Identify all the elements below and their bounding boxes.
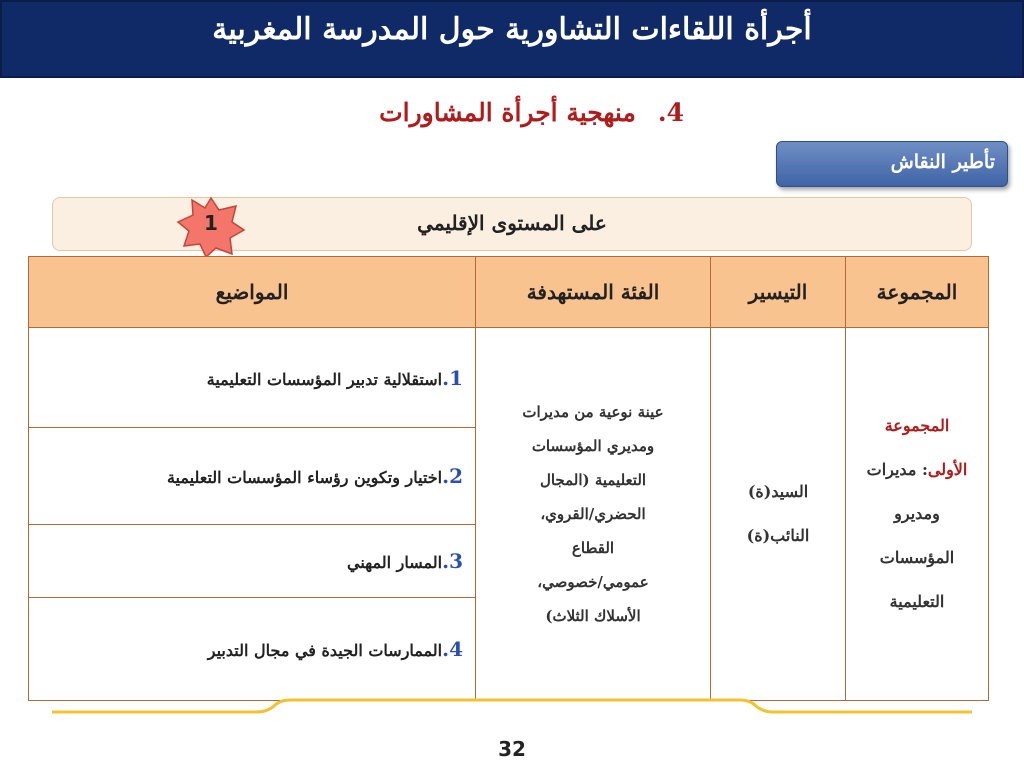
slide-header: [0, 0, 1024, 78]
decorative-bottom-line: [52, 696, 972, 718]
topic-cell: [29, 328, 476, 428]
topic-number: 1.: [442, 365, 463, 390]
target-line: الحضري/القروي،: [540, 505, 646, 523]
topic-text: استقلالية تدبير المؤسسات التعليمية: [206, 369, 443, 389]
topic-cell: [29, 525, 476, 598]
target-cell: [476, 328, 711, 701]
page-number: 32: [498, 737, 526, 761]
topic-number: 2.: [442, 464, 463, 488]
frame-discussion-label: تأطير النقاش: [890, 151, 995, 173]
target-line: عمومي/خصوصي،: [537, 573, 649, 591]
facilitation-line: النائب(ة): [746, 526, 810, 545]
facilitation-line: السيد(ة): [747, 482, 809, 501]
step-badge: [176, 196, 246, 258]
topic-cell: [29, 598, 476, 701]
group-line: التعليمية: [889, 592, 945, 611]
level-label: على المستوى الإقليمي: [417, 211, 607, 235]
group-line: ومديرو: [894, 504, 940, 523]
target-line: التعليمية (المجال: [539, 471, 647, 489]
facilitation-cell: [711, 328, 846, 701]
topic-number: 3.: [442, 549, 463, 573]
target-line: عينة نوعية من مديرات: [522, 403, 664, 421]
topic-text: الممارسات الجيدة في مجال التدبير: [207, 641, 443, 660]
consultation-table: [28, 256, 989, 701]
table-header-row: [29, 257, 989, 328]
section-heading: [379, 98, 684, 127]
topic-number: 4.: [442, 637, 463, 661]
target-line: ومديري المؤسسات: [531, 437, 655, 455]
header-group: المجموعة: [846, 257, 989, 328]
group-line: المؤسسات: [879, 548, 955, 567]
step-badge-number: 1: [204, 211, 218, 235]
topic-cell: [29, 428, 476, 525]
header-topics: المواضيع: [29, 257, 476, 328]
group-line-rest: : مديرات: [866, 460, 928, 479]
section-number: 4.: [657, 98, 684, 127]
group-line-red: الأولى: [927, 460, 968, 479]
header-facilitation: التيسير: [711, 257, 846, 328]
group-cell: [846, 328, 989, 701]
frame-discussion-button[interactable]: [776, 141, 1008, 187]
target-line: القطاع: [571, 539, 615, 557]
topic-text: اختيار وتكوين رؤساء المؤسسات التعليمية: [166, 468, 443, 487]
header-target: الفئة المستهدفة: [476, 257, 711, 328]
group-line: المجموعة: [884, 416, 950, 435]
topic-text: المسار المهني: [346, 553, 443, 572]
slide-title: أجرأة اللقاءات التشاورية حول المدرسة المغربية: [212, 12, 812, 47]
group-line: [847, 448, 987, 492]
target-line: الأسلاك الثلاث): [545, 607, 641, 625]
section-title: منهجية أجرأة المشاورات: [379, 98, 636, 127]
table-row: [29, 328, 989, 428]
